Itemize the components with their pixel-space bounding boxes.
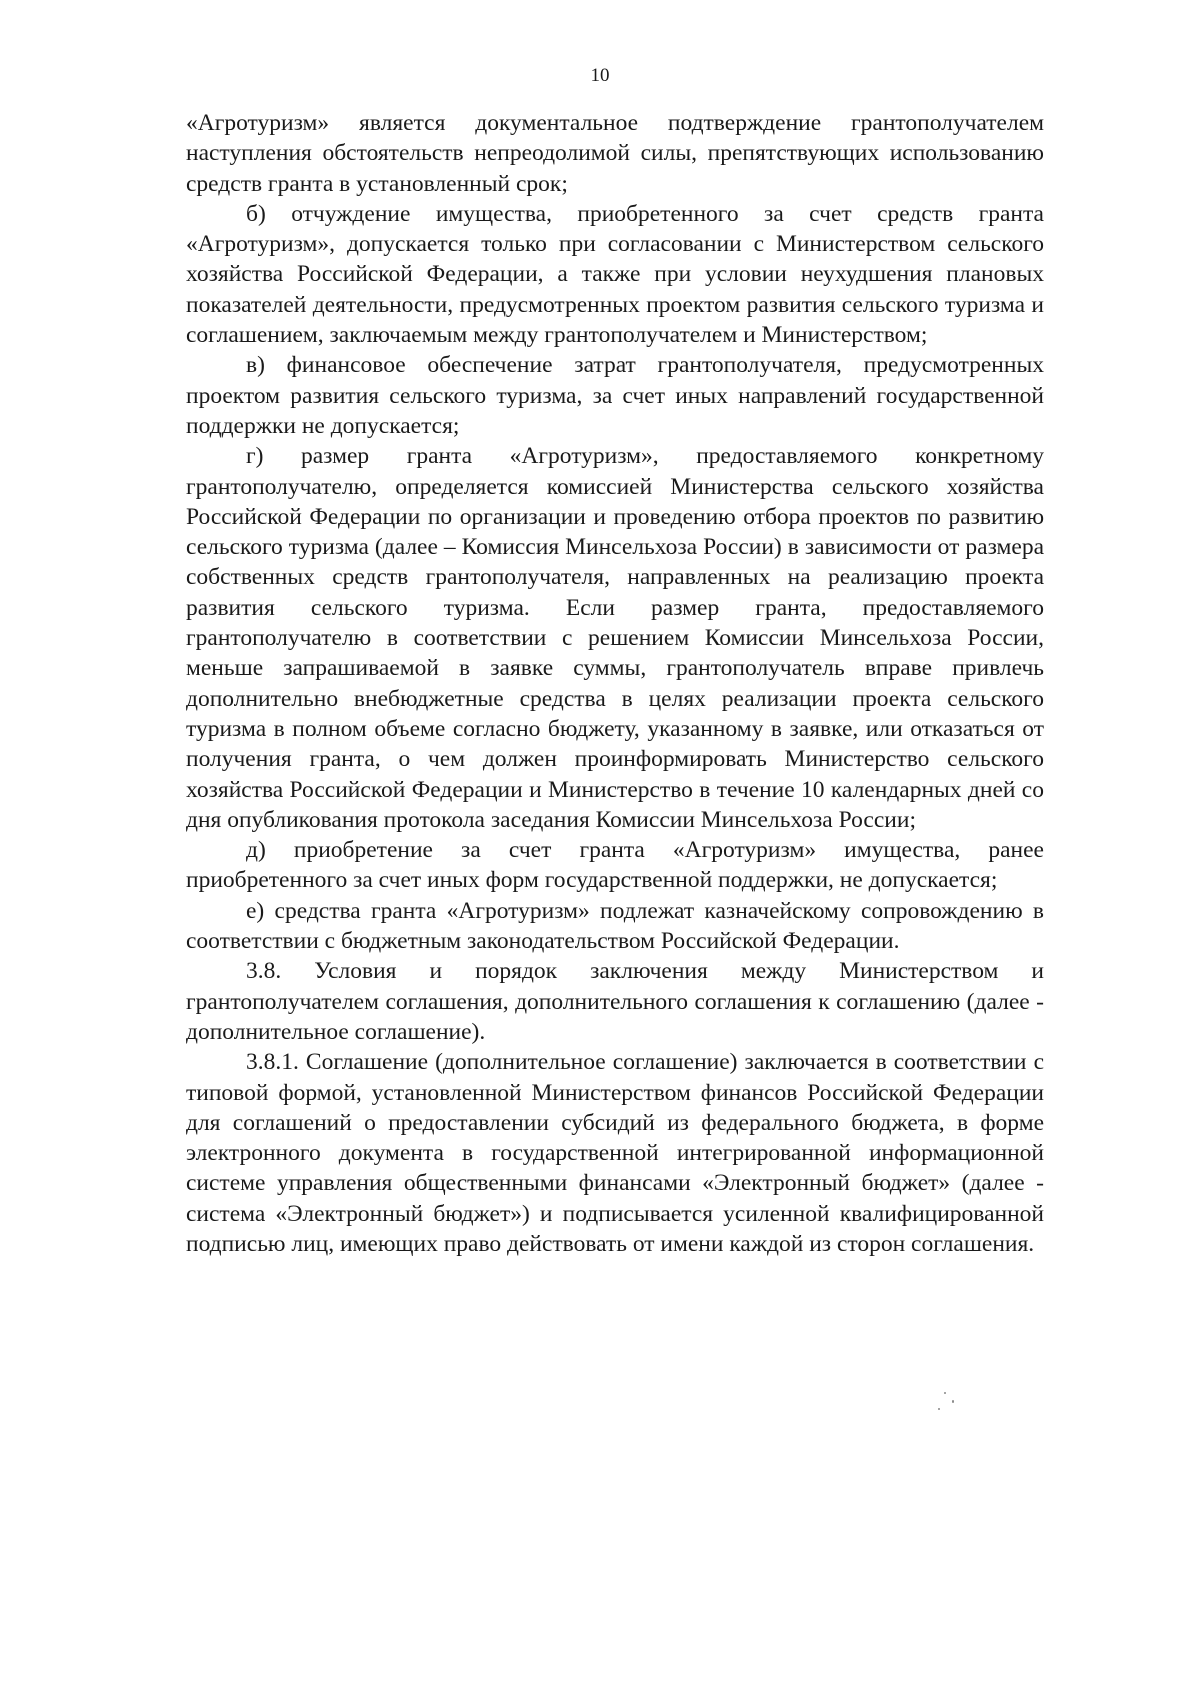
paragraph-3-8-1-agreement: 3.8.1. Соглашение (дополнительное соглашение) заключается в соответствии с типовой формой, установленной Министерством финансов Российской Федерации для соглашений о предоставлении субсидий из федерального бюджета, в форме электронного документа в государственной интегрированной информационной системе управления общественными финансами «Электронный бюджет» (далее - система «Электронный бюджет») и подписывается усиленной квалифицированной подписью лиц, имеющих право действовать от имени каждой из сторон соглашения. — [186, 1049, 1044, 1257]
scan-artifact — [952, 1400, 954, 1403]
page-number: 10 — [590, 65, 610, 86]
scan-artifact — [938, 1408, 940, 1410]
paragraph-v-financing: в) финансовое обеспечение затрат грантополучателя, предусмотренных проектом развития сельского туризма, за счет иных направлений государственной поддержки не допускается; — [186, 352, 1044, 439]
paragraph-grant-force-majeure: «Агротуризм» является документальное подтверждение грантополучателем наступления обстоятельств непреодолимой силы, препятствующих использованию средств гранта в установленный срок; — [186, 110, 1044, 197]
paragraph-3-8-conditions: 3.8. Условия и порядок заключения между Министерством и грантополучателем соглашения, дополнительного соглашения к соглашению (далее - дополнительное соглашение). — [186, 958, 1044, 1045]
paragraph-d-acquisition: д) приобретение за счет гранта «Агротуризм» имущества, ранее приобретенного за счет иных форм государственной поддержки, не допускается; — [186, 837, 1044, 894]
scan-artifact — [944, 1392, 946, 1394]
paragraph-g-grant-size: г) размер гранта «Агротуризм», предоставляемого конкретному грантополучателю, определяется комиссией Министерства сельского хозяйства Российской Федерации по организации и проведению отбора проектов по развитию сельского туризма (далее – Комиссия Минсельхоза России) в зависимости от размера собственных средств грантополучателя, направленных на реализацию проекта развития сельского туризма. Если размер гранта, предоставляемого грантополучателю в соответствии с решением Комиссии Минсельхоза России, меньше запрашиваемой в заявке суммы, грантополучатель вправе привлечь дополнительно внебюджетные средства в целях реализации проекта сельского туризма в полном объеме согласно бюджету, указанному в заявке, или отказаться от получения гранта, о чем должен проинформировать Министерство сельского хозяйства Российской Федерации и Министерство в течение 10 календарных дней со дня опубликования протокола заседания Комиссии Минсельхоза России; — [186, 443, 1044, 833]
paragraph-e-treasury-support: е) средства гранта «Агротуризм» подлежат казначейскому сопровождению в соответствии с бюджетным законодательством Российской Федерации. — [186, 897, 1044, 955]
document-body — [186, 108, 1044, 1259]
paragraph-b-property-alienation: б) отчуждение имущества, приобретенного за счет средств гранта «Агротуризм», допускается только при согласовании с Министерством сельского хозяйства Российской Федерации, а также при условии неухудшения плановых показателей деятельности, предусмотренных проектом развития сельского туризма и соглашением, заключаемым между грантополучателем и Министерством; — [186, 200, 1044, 349]
